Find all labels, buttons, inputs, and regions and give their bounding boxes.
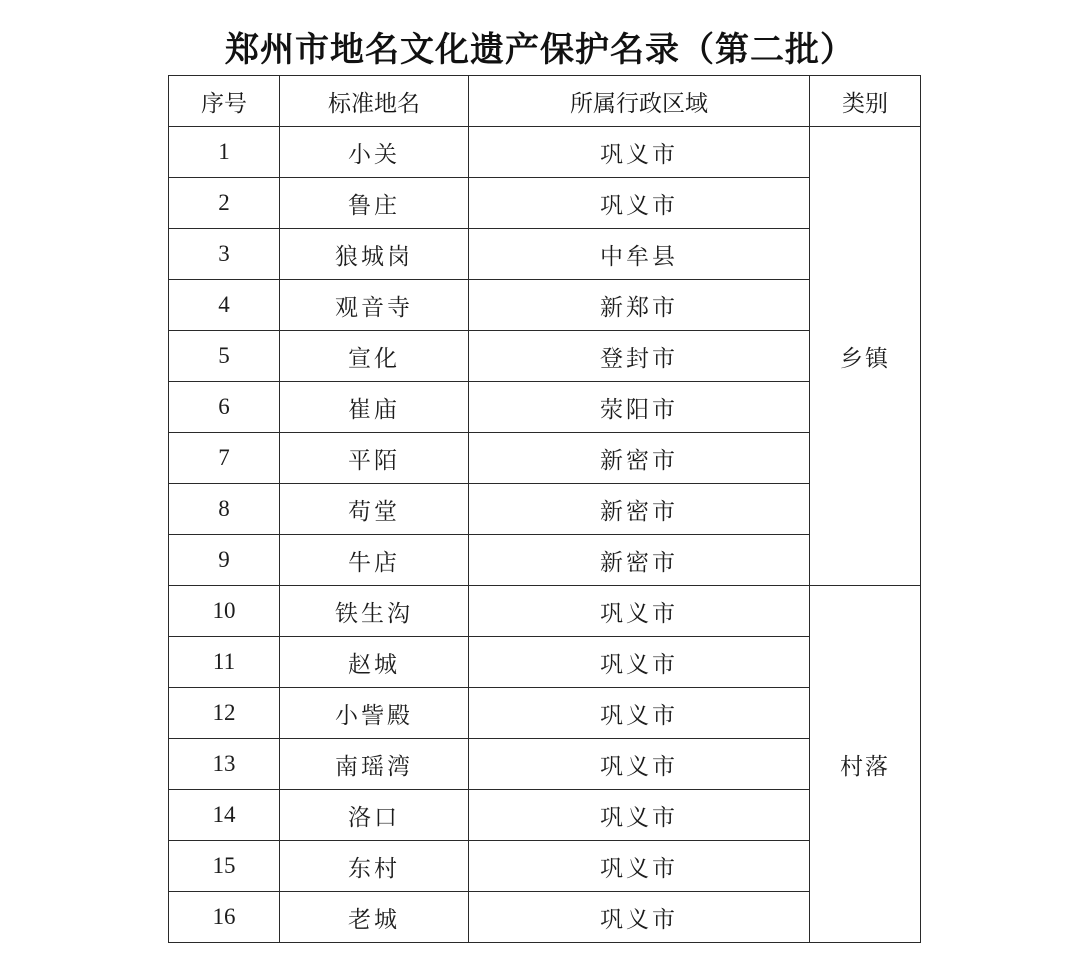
- admin-region: 新密市: [469, 433, 810, 484]
- table-row: [169, 841, 921, 892]
- table-row: [169, 127, 921, 178]
- place-name: 赵城: [280, 637, 469, 688]
- place-name: 东村: [280, 841, 469, 892]
- table-header-row: [169, 76, 921, 127]
- table-row: [169, 790, 921, 841]
- place-name: 狼城岗: [280, 229, 469, 280]
- place-name: 铁生沟: [280, 586, 469, 637]
- row-number: 2: [169, 178, 280, 229]
- place-name: 牛店: [280, 535, 469, 586]
- row-number: 3: [169, 229, 280, 280]
- place-name: 苟堂: [280, 484, 469, 535]
- row-number: 15: [169, 841, 280, 892]
- row-number: 5: [169, 331, 280, 382]
- row-number: 9: [169, 535, 280, 586]
- row-number: 8: [169, 484, 280, 535]
- row-number: 12: [169, 688, 280, 739]
- admin-region: 巩义市: [469, 790, 810, 841]
- header-name: 标准地名: [280, 76, 469, 127]
- row-number: 4: [169, 280, 280, 331]
- row-number: 13: [169, 739, 280, 790]
- table-row: [169, 229, 921, 280]
- header-region: 所属行政区域: [469, 76, 810, 127]
- table-row: [169, 484, 921, 535]
- heritage-table: [168, 75, 921, 943]
- table-row: [169, 178, 921, 229]
- row-number: 6: [169, 382, 280, 433]
- admin-region: 巩义市: [469, 688, 810, 739]
- admin-region: 巩义市: [469, 841, 810, 892]
- table-row: [169, 433, 921, 484]
- table-row: [169, 586, 921, 637]
- place-name: 崔庙: [280, 382, 469, 433]
- admin-region: 巩义市: [469, 892, 810, 943]
- admin-region: 新密市: [469, 535, 810, 586]
- row-number: 11: [169, 637, 280, 688]
- table-row: [169, 739, 921, 790]
- admin-region: 中牟县: [469, 229, 810, 280]
- row-number: 16: [169, 892, 280, 943]
- table-row: [169, 535, 921, 586]
- header-category: 类别: [810, 76, 921, 127]
- admin-region: 巩义市: [469, 637, 810, 688]
- page-title: 郑州市地名文化遗产保护名录（第二批）: [225, 30, 855, 70]
- row-number: 7: [169, 433, 280, 484]
- place-name: 南瑶湾: [280, 739, 469, 790]
- admin-region: 荥阳市: [469, 382, 810, 433]
- place-name: 老城: [280, 892, 469, 943]
- place-name: 洛口: [280, 790, 469, 841]
- row-number: 1: [169, 127, 280, 178]
- place-name: 鲁庄: [280, 178, 469, 229]
- table-row: [169, 382, 921, 433]
- table-row: [169, 280, 921, 331]
- place-name: 小关: [280, 127, 469, 178]
- category-cell: 乡镇: [810, 127, 921, 586]
- admin-region: 巩义市: [469, 739, 810, 790]
- row-number: 14: [169, 790, 280, 841]
- admin-region: 新密市: [469, 484, 810, 535]
- admin-region: 巩义市: [469, 178, 810, 229]
- place-name: 宣化: [280, 331, 469, 382]
- table-row: [169, 331, 921, 382]
- admin-region: 巩义市: [469, 127, 810, 178]
- header-no: 序号: [169, 76, 280, 127]
- row-number: 10: [169, 586, 280, 637]
- table-row: [169, 892, 921, 943]
- admin-region: 巩义市: [469, 586, 810, 637]
- place-name: 观音寺: [280, 280, 469, 331]
- admin-region: 新郑市: [469, 280, 810, 331]
- table-row: [169, 637, 921, 688]
- category-cell: 村落: [810, 586, 921, 943]
- place-name: 平陌: [280, 433, 469, 484]
- admin-region: 登封市: [469, 331, 810, 382]
- place-name: 小訾殿: [280, 688, 469, 739]
- table-row: [169, 688, 921, 739]
